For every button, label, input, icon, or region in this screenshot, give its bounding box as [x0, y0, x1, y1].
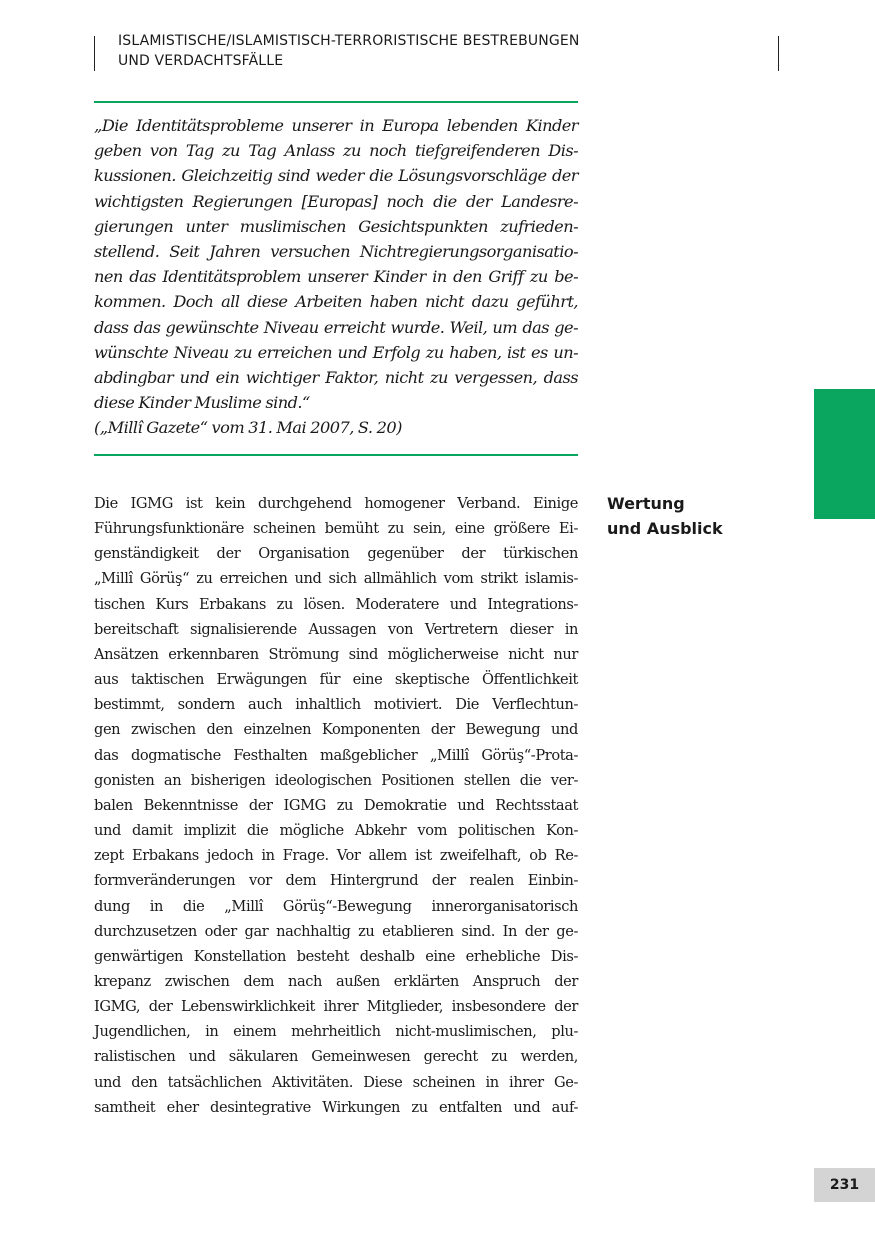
header-rule-left: [94, 36, 95, 71]
page-number: 231: [814, 1168, 875, 1202]
quote-line: stellend. Seit Jahren versuchen Nichtregierungsorganisatio-: [94, 242, 578, 262]
body-line: balen Bekenntnisse der IGMG zu Demokratie und Rechtsstaat: [94, 796, 578, 814]
quote-line: „Die Identitätsprobleme unserer in Europa lebenden Kinder: [94, 116, 578, 135]
body-paragraph: [94, 491, 578, 1120]
section-heading: [607, 491, 777, 541]
chapter-tab-marker: [814, 389, 875, 519]
body-line: bereitschaft signalisierende Aussagen von Vertretern dieser in: [94, 620, 578, 638]
body-line: Die IGMG ist kein durchgehend homogener Verband. Einige: [94, 495, 578, 512]
body-line: durchzusetzen oder gar nachhaltig zu etablieren sind. In der ge-: [94, 922, 578, 940]
body-line: gonisten an bisherigen ideologischen Positionen stellen die ver-: [94, 771, 578, 789]
body-line: das dogmatische Festhalten maßgeblicher „Millî Görüş“-Prota-: [94, 746, 578, 764]
body-line: dung in die „Millî Görüş“-Bewegung innerorganisatorisch: [94, 897, 578, 915]
quote-block: [94, 113, 578, 441]
body-line: krepanz zwischen dem nach außen erklärten Anspruch der: [94, 972, 578, 990]
quote-line: abdingbar und ein wichtiger Faktor, nicht zu vergessen, dass: [94, 368, 578, 388]
body-line: bestimmt, sondern auch inhaltlich motiviert. Die Verflechtun-: [94, 696, 578, 714]
body-line: und den tatsächlichen Aktivitäten. Diese scheinen in ihrer Ge-: [94, 1073, 578, 1091]
header-rule-right: [778, 36, 779, 71]
body-line: formveränderungen vor dem Hintergrund der realen Einbin-: [94, 872, 578, 890]
quote-line: nen das Identitätsproblem unserer Kinder in den Griff zu be-: [94, 267, 578, 287]
quote-line: kussionen. Gleichzeitig sind weder die Lösungsvorschläge der: [94, 166, 578, 186]
body-line: Führungsfunktionäre scheinen bemüht zu sein, eine größere Ei-: [94, 520, 578, 538]
body-line: Jugendlichen, in einem mehrheitlich nicht-muslimischen, plu-: [94, 1023, 578, 1041]
quote-line: gierungen unter muslimischen Gesichtspunkten zufrieden-: [94, 216, 578, 236]
body-line: gen zwischen den einzelnen Komponenten der Bewegung und: [94, 721, 578, 739]
body-line: ralistischen und säkularen Gemeinwesen gerecht zu werden,: [94, 1048, 578, 1066]
quote-rule-top: [94, 101, 578, 103]
quote-line: geben von Tag zu Tag Anlass zu noch tiefgreifenderen Dis-: [94, 141, 578, 161]
section-heading-line-1: Wertung: [607, 494, 685, 513]
body-line: IGMG, der Lebenswirklichkeit ihrer Mitglieder, insbesondere der: [94, 998, 578, 1016]
quote-line: dass das gewünschte Niveau erreicht wurde. Weil, um das ge-: [94, 317, 578, 337]
body-line: zept Erbakans jedoch in Frage. Vor allem ist zweifelhaft, ob Re-: [94, 847, 578, 865]
body-line: und damit implizit die mögliche Abkehr vom politischen Kon-: [94, 822, 578, 840]
running-header-line-1: ISLAMISTISCHE/ISLAMISTISCH-TERRORISTISCHE BESTREBUNGEN: [118, 33, 580, 49]
quote-rule-bottom: [94, 454, 578, 456]
body-line: genwärtigen Konstellation besteht deshalb eine erhebliche Dis-: [94, 947, 578, 965]
body-line: samtheit eher desintegrative Wirkungen zu entfalten und auf-: [94, 1098, 578, 1116]
quote-source: („Millî Gazete“ vom 31. Mai 2007, S. 20): [94, 418, 402, 438]
body-line: genständigkeit der Organisation gegenüber der türkischen: [94, 545, 578, 563]
quote-line: kommen. Doch all diese Arbeiten haben nicht dazu geführt,: [94, 292, 578, 312]
body-line: tischen Kurs Erbakans zu lösen. Moderatere und Integrations-: [94, 595, 578, 613]
quote-line: wünschte Niveau zu erreichen und Erfolg zu haben, ist es un-: [94, 342, 578, 362]
section-heading-line-2: und Ausblick: [607, 519, 723, 538]
quote-line: wichtigsten Regierungen [Europas] noch die der Landesre-: [94, 191, 578, 211]
running-header-line-2: UND VERDACHTSFÄLLE: [118, 53, 284, 69]
body-line: Ansätzen erkennbaren Strömung sind möglicherweise nicht nur: [94, 645, 578, 663]
body-line: „Millî Görüş“ zu erreichen und sich allmählich vom strikt islamis-: [94, 570, 578, 588]
running-header: [118, 31, 758, 71]
body-line: aus taktischen Erwägungen für eine skeptische Öffentlichkeit: [94, 671, 578, 689]
quote-line: diese Kinder Muslime sind.“: [94, 393, 310, 413]
